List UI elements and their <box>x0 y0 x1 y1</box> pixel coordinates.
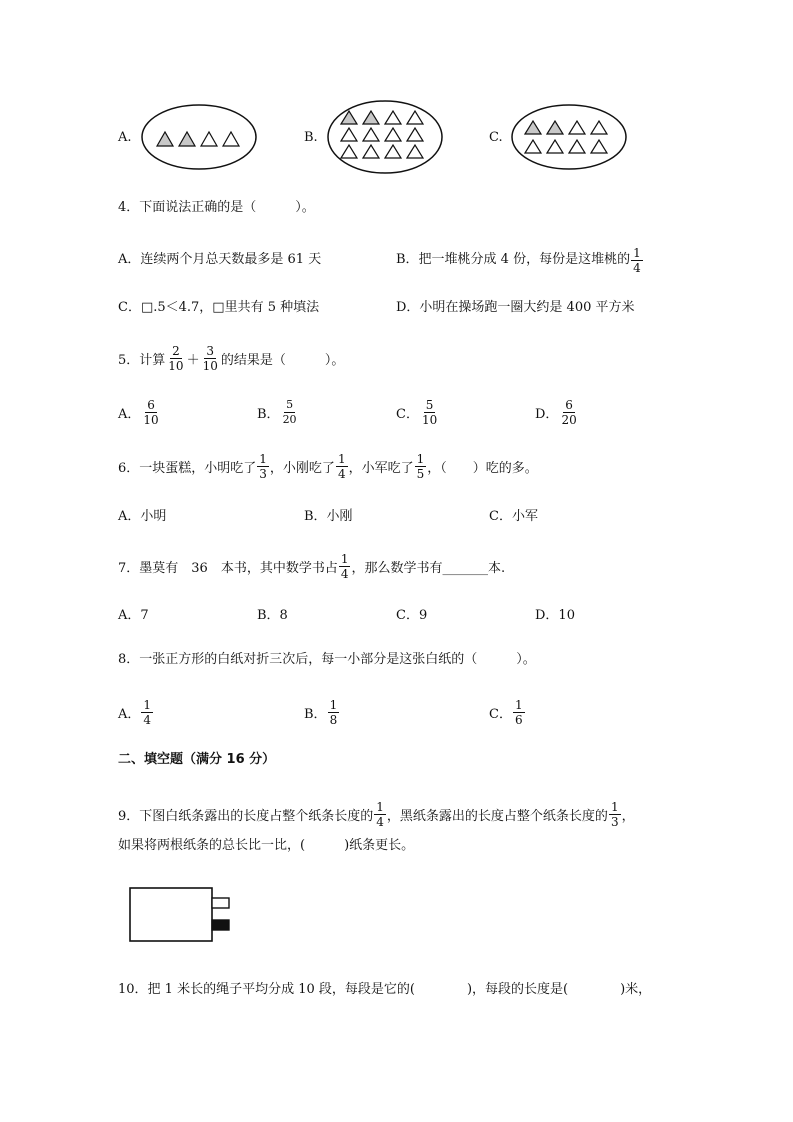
fraction <box>631 246 643 275</box>
black-strip <box>212 920 229 930</box>
q6-option-b: B．小刚 <box>304 509 353 524</box>
triangle-group-c <box>525 121 607 153</box>
triangle-group-a <box>157 132 239 146</box>
denominator: 10 <box>143 412 159 427</box>
fraction <box>339 552 351 581</box>
option-label: B． <box>304 706 327 722</box>
fraction <box>257 452 269 481</box>
denominator: 4 <box>143 712 152 727</box>
q8-stem: 8．一张正方形的白纸对折三次后，每一小部分是这张白纸的（ ）。 <box>118 652 536 667</box>
option-label: A． <box>118 406 141 422</box>
fraction <box>415 452 427 481</box>
fraction <box>141 698 153 727</box>
q7-option-b: B．8 <box>257 608 288 623</box>
q9-stem <box>118 794 635 834</box>
denominator: 10 <box>202 358 218 373</box>
fraction <box>281 398 299 427</box>
fraction <box>336 452 348 481</box>
paper-strips-figure <box>126 884 236 946</box>
q7-option-d: D．10 <box>535 608 575 623</box>
denominator: 20 <box>282 412 297 426</box>
q3-option-c-label: C. <box>489 130 503 145</box>
q6-stem-text-2: ，小刚吃了 <box>269 460 335 476</box>
fraction <box>141 398 160 427</box>
q5-option-d <box>535 392 580 432</box>
fraction <box>374 800 386 829</box>
q3-option-b-label: B. <box>304 130 318 145</box>
denominator: 5 <box>416 466 425 481</box>
fraction <box>513 698 525 727</box>
q4-option-a: A．连续两个月总天数最多是 61 天 <box>118 252 322 267</box>
numerator: 5 <box>286 397 294 411</box>
q9-stem-line2: 如果将两根纸条的总长比一比，( )纸条更长。 <box>118 838 415 853</box>
option-label: D． <box>535 406 559 422</box>
denominator: 10 <box>421 412 438 427</box>
q3-figure-a <box>140 103 258 171</box>
q5-option-a <box>118 392 162 432</box>
fraction <box>559 398 578 427</box>
plus-sign: ＋ <box>186 352 200 368</box>
q7-option-a: A．7 <box>118 608 149 623</box>
q6-option-c: C．小军 <box>489 509 538 524</box>
q4-option-d: D．小明在操场跑一圈大约是 400 平方米 <box>396 300 635 315</box>
option-label: B． <box>257 406 280 422</box>
q6-stem-text-3: ，小军吃了 <box>348 460 414 476</box>
triangle-group-b <box>341 111 423 158</box>
denominator: 4 <box>340 566 349 581</box>
option-label: C． <box>396 406 419 422</box>
numerator: 6 <box>565 397 573 412</box>
numerator: 3 <box>206 343 215 358</box>
denominator: 4 <box>376 814 384 829</box>
numerator: 2 <box>172 343 180 358</box>
q9-stem-text: 9．下图白纸条露出的长度占整个纸条长度的 <box>118 808 374 824</box>
q5-stem <box>118 338 344 378</box>
numerator: 1 <box>416 451 425 466</box>
denominator: 4 <box>337 466 346 481</box>
q8-option-a <box>118 692 154 732</box>
q3-figure-c <box>510 103 628 171</box>
q8-option-c <box>489 692 526 732</box>
q7-option-c: C．9 <box>396 608 428 623</box>
denominator: 20 <box>561 412 577 427</box>
option-label: C． <box>489 706 512 722</box>
denominator: 3 <box>259 466 267 481</box>
numerator: 1 <box>329 697 338 712</box>
numerator: 1 <box>337 451 346 466</box>
q4-option-b-text: B．把一堆桃分成 4 份，每份是这堆桃的 <box>396 252 631 267</box>
denominator: 10 <box>168 358 184 373</box>
q3-option-a-label: A. <box>118 130 132 145</box>
q9-stem-text-end: ， <box>621 808 635 824</box>
denominator: 6 <box>514 712 523 727</box>
numerator: 5 <box>425 397 434 412</box>
q10-stem: 10．把 1 米长的绳子平均分成 10 段，每段是它的( )，每段的长度是( )米， <box>118 982 652 997</box>
q6-stem-text-end: ，（ ）吃的多。 <box>427 460 538 476</box>
fraction <box>328 698 340 727</box>
numerator: 1 <box>143 697 152 712</box>
fraction <box>166 344 185 373</box>
q6-stem-text: 6．一块蛋糕，小明吃了 <box>118 460 257 476</box>
q4-option-c: C．□.5＜4.7，□里共有 5 种填法 <box>118 300 320 315</box>
fraction <box>609 800 621 829</box>
q5-option-b <box>257 392 300 432</box>
q8-option-b <box>304 692 340 732</box>
q7-stem <box>118 546 505 586</box>
q4-stem: 4．下面说法正确的是（ ）。 <box>118 200 315 215</box>
numerator: 1 <box>259 451 267 466</box>
q4-option-b <box>396 240 644 280</box>
numerator: 1 <box>514 697 523 712</box>
white-strip <box>212 898 229 908</box>
q6-option-a: A．小明 <box>118 509 167 524</box>
section-heading: 二、填空题（满分 16 分） <box>118 752 276 767</box>
q3-figure-b <box>326 99 444 175</box>
numerator: 1 <box>340 551 349 566</box>
q9-stem-text-2: ，黑纸条露出的长度占整个纸条长度的 <box>386 808 608 824</box>
q6-stem <box>118 446 538 486</box>
q5-stem-text: 5．计算 <box>118 352 166 368</box>
denominator: 3 <box>610 814 619 829</box>
cover-box <box>130 888 212 941</box>
q7-stem-text-end: ，那么数学书有_______本. <box>351 560 506 576</box>
q5-stem-text-end: 的结果是（ ）。 <box>220 352 345 368</box>
numerator: 1 <box>376 799 384 814</box>
fraction <box>201 344 220 373</box>
denominator: 4 <box>633 260 641 275</box>
numerator: 1 <box>633 245 641 260</box>
q5-option-c <box>396 392 440 432</box>
numerator: 6 <box>147 397 155 412</box>
q7-stem-text: 7．墨莫有 36 本书，其中数学书占 <box>118 560 338 576</box>
numerator: 1 <box>610 799 619 814</box>
denominator: 8 <box>329 712 338 727</box>
fraction <box>420 398 439 427</box>
option-label: A． <box>118 706 141 722</box>
